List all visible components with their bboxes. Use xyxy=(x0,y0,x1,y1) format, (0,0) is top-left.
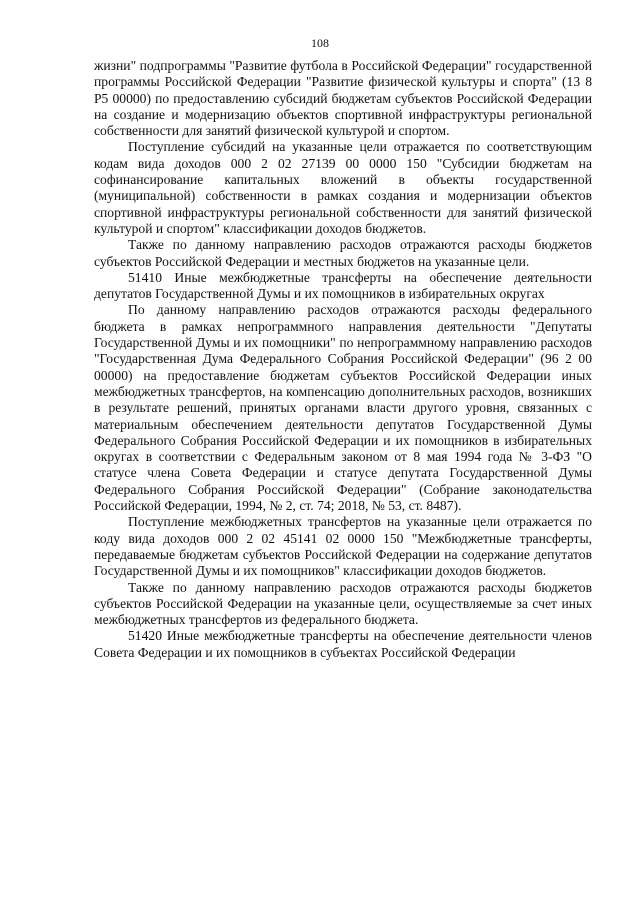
paragraph-51410-income: Поступление межбюджетных трансфертов на указанные цели отражается по коду вида доходов 000 2 02 45141 02 0000 150 "Межбюджетные трансферты, передаваемые бюджетам субъектов Российской Федерации на содержание депутатов Государственной Думы и их помощников" классификации доходов бюджетов. xyxy=(94,514,592,579)
section-heading-51410: 51410 Иные межбюджетные трансферты на обеспечение деятельности депутатов Государственной Думы и их помощников в избирательных округах xyxy=(94,269,592,302)
paragraph-subsidy-income: Поступление субсидий на указанные цели отражается по соответствующим кодам вида доходов 000 2 02 27139 00 0000 150 "Субсидии бюджетам на софинансирование капитальных вложений в объекты государственной (муниципальной) собственности в рамках создания и модернизации объектов спортивной инфраструктуры региональной собственности для занятий физической культурой и спортом" классификации доходов бюджетов. xyxy=(94,139,592,236)
paragraph-also-regional: Также по данному направлению расходов отражаются расходы бюджетов субъектов Российской Федерации и местных бюджетов на указанные цели. xyxy=(94,237,592,269)
page-number: 108 xyxy=(311,36,329,50)
paragraph-51410-description: По данному направлению расходов отражаются расходы федерального бюджета в рамках непрограммного направления деятельности "Депутаты Государственной Думы и их помощники" по непрограммному направлению расходов "Государственная Дума Федерального Собрания Российской Федерации" (96 2 00 00000) на предоставление бюджетам субъектов Российской Федерации иных межбюджетных трансфертов, на компенсацию дополнительных расходов, возникших в результате решений, принятых органами власти другого уровня, связанных с материальным обеспечением деятельности депутатов Государственной Думы Федерального Собрания Российской Федерации и их помощников в избирательных округах в соответствии с Федеральным законом от 8 мая 1994 года № 3-ФЗ "О статусе члена Совета Федерации и статусе депутата Государственной Думы Федерального Собрания Российской Федерации" (Собрание законодательства Российской Федерации, 1994, № 2, ст. 74; 2018, № 53, ст. 8487). xyxy=(94,302,592,514)
section-heading-51420: 51420 Иные межбюджетные трансферты на обеспечение деятельности членов Совета Федерации и их помощников в субъектах Российской Федерации xyxy=(94,628,592,660)
document-body xyxy=(94,58,592,661)
paragraph-continuation: жизни" подпрограммы "Развитие футбола в Российской Федерации" государственной программы Российской Федерации "Развитие физической культуры и спорта" (13 8 P5 00000) по предоставлению субсидий бюджетам субъектов Российской Федерации на создание и модернизацию объектов спортивной инфраструктуры региональной собственности для занятий физической культурой и спортом. xyxy=(94,58,592,139)
paragraph-51410-also: Также по данному направлению расходов отражаются расходы бюджетов субъектов Российской Федерации на указанные цели, осуществляемые за счет иных межбюджетных трансфертов из федерального бюджета. xyxy=(94,579,592,628)
